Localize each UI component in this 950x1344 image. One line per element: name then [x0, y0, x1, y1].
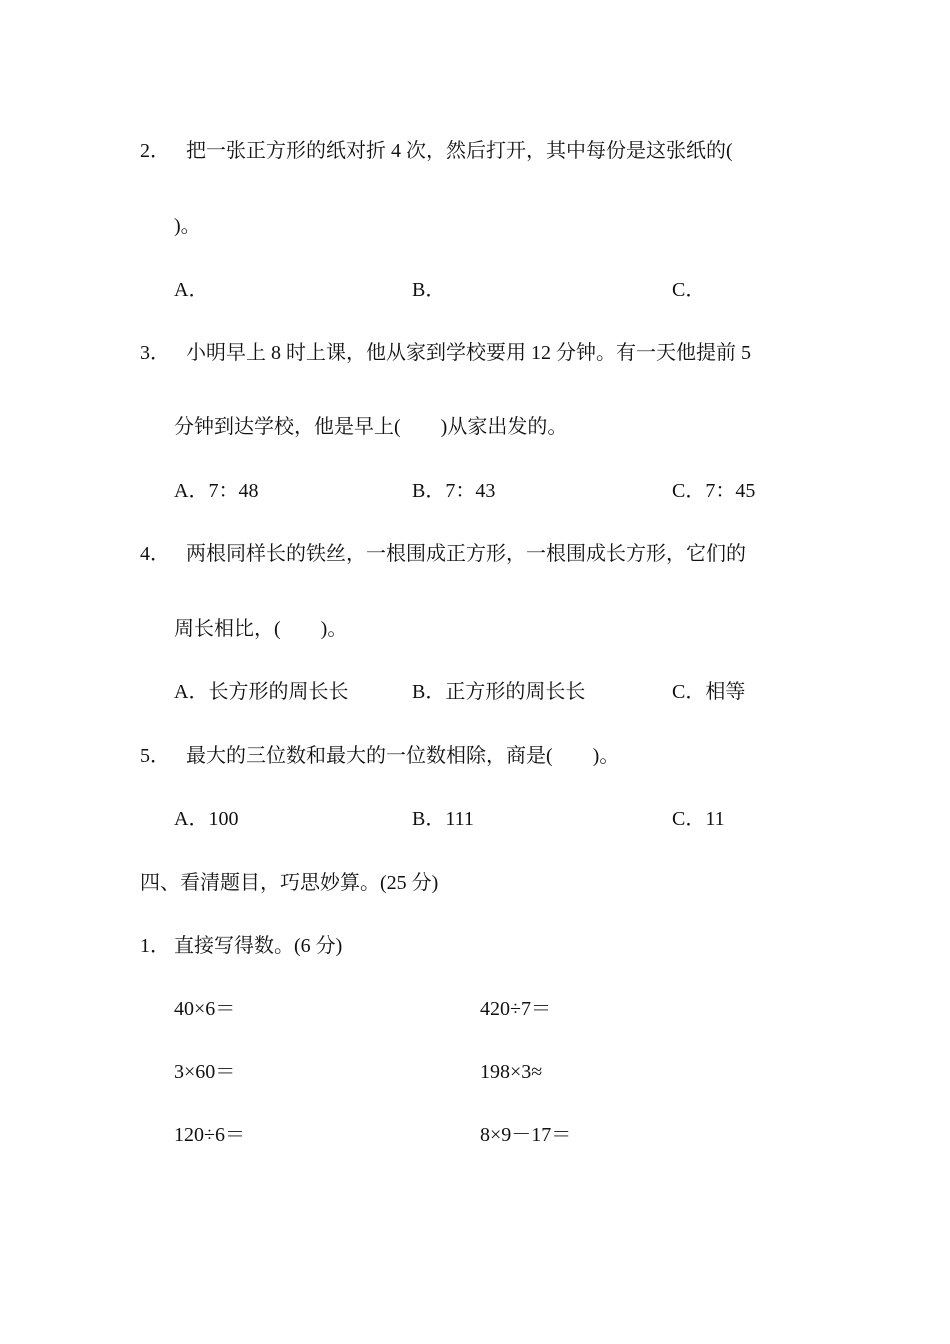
option-b: B．正方形的周长长: [412, 681, 586, 703]
option-a: A．100: [174, 808, 239, 830]
calc-item: 3×60＝: [174, 1061, 236, 1083]
option-c: C．: [672, 279, 706, 301]
option-a: A．长方形的周长长: [174, 681, 349, 703]
question-text: 小明早上 8 时上课，他从家到学校要用 12 分钟。有一天他提前 5: [186, 342, 751, 364]
calc-item: 40×6＝: [174, 998, 236, 1020]
question-number: 2．: [140, 140, 170, 162]
option-c: C．11: [672, 808, 725, 830]
question-text-continued: )。: [174, 215, 201, 237]
option-a: A．: [174, 279, 209, 301]
option-b: B．7：43: [412, 480, 496, 502]
question-text: 最大的三位数和最大的一位数相除，商是( )。: [186, 745, 620, 767]
option-b: B．: [412, 279, 446, 301]
question-text-continued: 分钟到达学校，他是早上( )从家出发的。: [174, 416, 568, 438]
calc-item: 420÷7＝: [480, 998, 551, 1020]
calc-item: 8×9－17＝: [480, 1124, 572, 1146]
subsection-number: 1．: [140, 935, 170, 957]
question-number: 4．: [140, 543, 170, 565]
option-c: C．相等: [672, 681, 746, 703]
option-c: C．7：45: [672, 480, 756, 502]
calc-item: 120÷6＝: [174, 1124, 245, 1146]
option-b: B．111: [412, 808, 474, 830]
question-number: 5．: [140, 745, 170, 767]
option-a: A．7：48: [174, 480, 259, 502]
question-number: 3．: [140, 342, 170, 364]
question-text-continued: 周长相比，( )。: [174, 618, 348, 640]
subsection-title: 直接写得数。(6 分): [174, 935, 343, 957]
section-title: 四、看清题目，巧思妙算。(25 分): [140, 872, 439, 894]
calc-item: 198×3≈: [480, 1061, 543, 1083]
question-text: 把一张正方形的纸对折 4 次，然后打开，其中每份是这张纸的(: [186, 140, 733, 162]
question-text: 两根同样长的铁丝，一根围成正方形，一根围成长方形，它们的: [186, 543, 746, 565]
